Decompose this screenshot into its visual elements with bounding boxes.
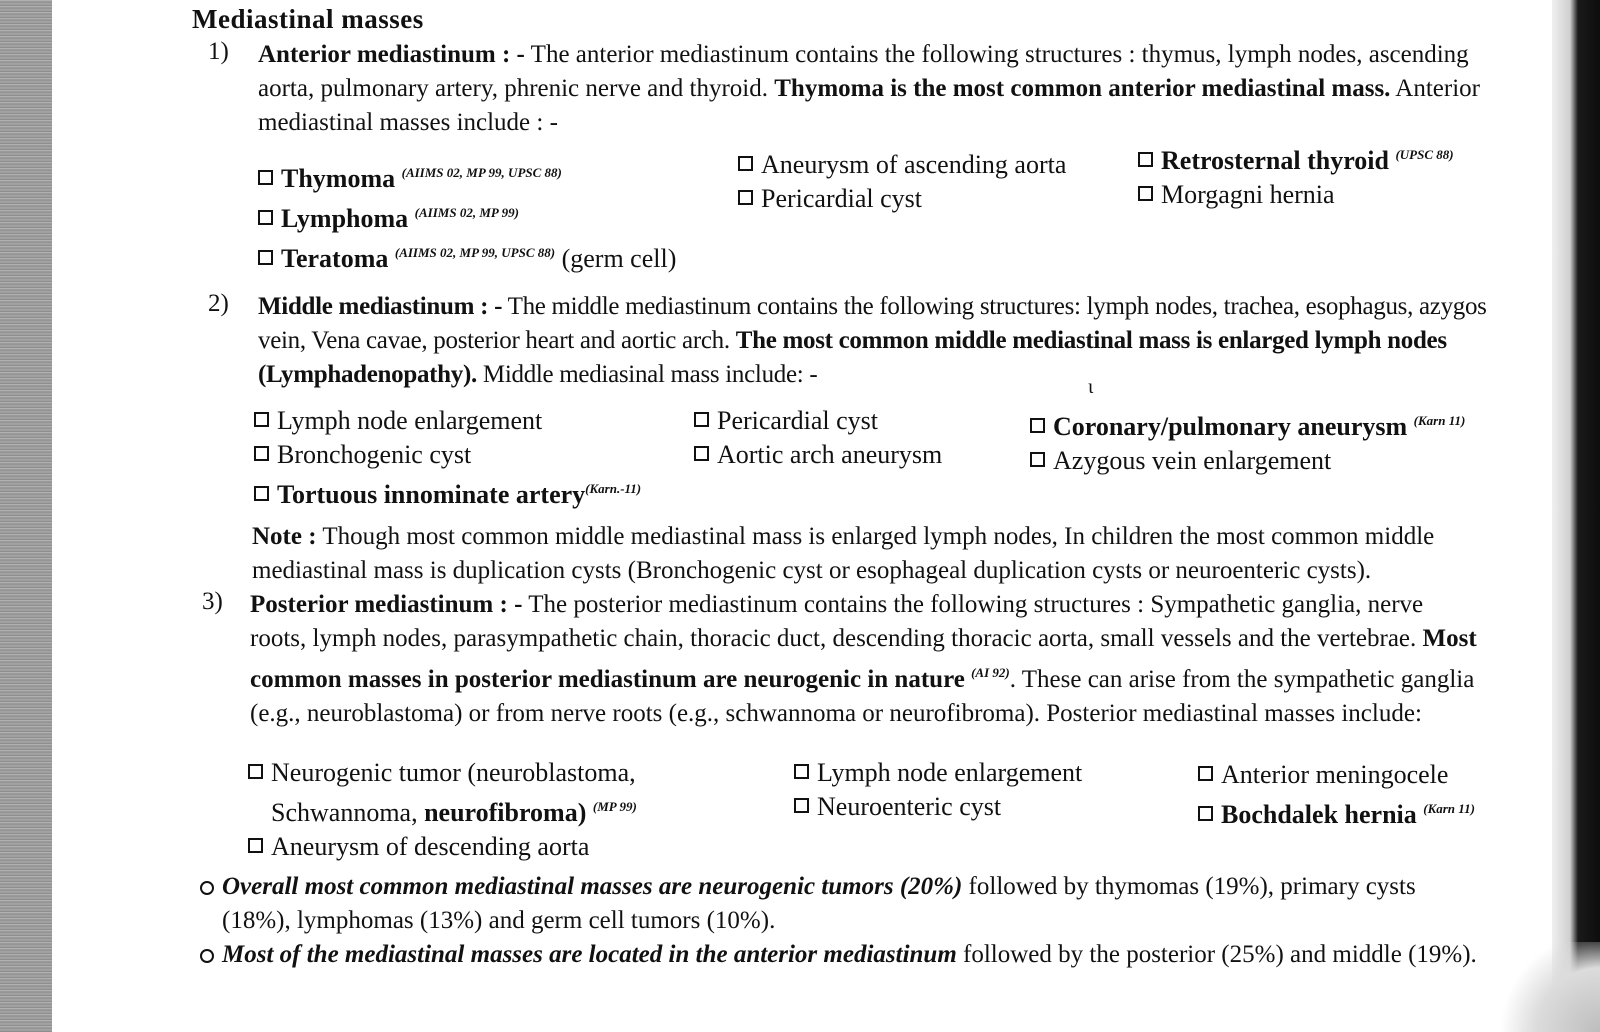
paragraph-text: The posterior mediastinum contains the following structures : Sympathetic ganglia, nerve roots, lymph nodes, parasympathetic chain, thoracic duct, descending thoracic aorta, small vessels and the vertebrae.	[250, 591, 1424, 652]
section-number: 1)	[208, 38, 229, 65]
list-item-continuation: Schwannoma, neurofibroma) $^{(MP 99)}$	[271, 798, 637, 827]
checkbox-icon	[258, 250, 273, 265]
list-column	[794, 756, 1082, 824]
section-number: 2)	[208, 290, 229, 317]
list-item: Coronary/pulmonary aneurysm $^{(Karn 11)}$	[1030, 404, 1465, 444]
checkbox-icon	[248, 764, 263, 779]
list-item: Bronchogenic cyst	[254, 438, 641, 472]
list-column	[1138, 138, 1454, 212]
list-item: Morgagni hernia	[1138, 178, 1454, 212]
middle-mass-list	[254, 404, 1514, 514]
note-text: Though most common middle mediastinal mass is enlarged lymph nodes, In children the most common middle mediastinal mass is duplication cysts (Bronchogenic cyst or esophageal duplication cysts or neuroenteric cysts).	[252, 523, 1435, 584]
paragraph-bold-text: The most common middle mediastinal mass is enlarged lymph nodes (Lymphadenopathy).	[258, 327, 1447, 388]
list-column	[1030, 404, 1465, 478]
list-column	[254, 404, 641, 512]
checkbox-icon	[1138, 186, 1153, 201]
list-item: Lymphoma $^{(AIIMS 02, MP 99)}$	[258, 196, 676, 236]
list-item: Thymoma $^{(AIIMS 02, MP 99, UPSC 88)}$	[258, 156, 676, 196]
paragraph-text: Middle mediasinal mass include: -	[476, 361, 818, 388]
bullet-text: followed by thymomas (19%), primary cysts (18%), lymphomas (13%) and germ cell tumors (10%).	[222, 873, 1416, 934]
paragraph-text: The middle mediastinum contains the following structures: lymph nodes, trachea, esophagus, azygos vein, Vena cavae, posterior heart and aortic arch.	[258, 293, 1487, 354]
list-item: Pericardial cyst	[694, 404, 942, 438]
checkbox-icon	[1198, 806, 1213, 821]
list-item: Aortic arch aneurysm	[694, 438, 942, 472]
checkbox-icon	[794, 764, 809, 779]
anterior-mass-list	[258, 146, 1518, 273]
list-item: Pericardial cyst	[738, 182, 1066, 216]
section-heading: Middle mediastinum : -	[258, 293, 503, 320]
bullet-emphasis: Most of the mediastinal masses are located in the anterior mediastinum	[222, 941, 957, 968]
list-item: Anterior meningocele	[1198, 758, 1475, 792]
page-edge-right	[1552, 0, 1600, 1032]
list-item: Neurogenic tumor (neuroblastoma,	[248, 756, 637, 790]
note-label: Note :	[252, 523, 317, 550]
list-column	[248, 756, 637, 864]
list-item: Aneurysm of descending aorta	[248, 830, 637, 864]
checkbox-icon	[738, 156, 753, 171]
checkbox-icon	[694, 412, 709, 427]
note-paragraph	[252, 520, 1498, 588]
stray-mark: ι	[1088, 376, 1094, 398]
checkbox-icon	[794, 798, 809, 813]
checkbox-icon	[248, 838, 263, 853]
checkbox-icon	[1198, 766, 1213, 781]
reference-tag: (AI 92)	[971, 665, 1010, 680]
checkbox-icon	[258, 170, 273, 185]
bullet-circle-icon	[200, 881, 214, 895]
list-column	[1198, 758, 1475, 832]
paragraph-bold-text: Thymoma is the most common anterior mediastinal mass.	[774, 75, 1391, 102]
paragraph-text: Anterior mediastinal masses include : -	[258, 75, 1481, 136]
list-column	[694, 404, 942, 472]
paragraph-bold-text: Most common masses in posterior mediastinum are neurogenic in nature	[250, 625, 1477, 693]
page-title: Mediastinal masses	[192, 4, 424, 34]
section-paragraph	[250, 588, 1480, 731]
list-item: Retrosternal thyroid $^{(UPSC 88)}$	[1138, 138, 1454, 178]
list-item: Bochdalek hernia $^{(Karn 11)}$	[1198, 792, 1475, 832]
checkbox-icon	[694, 446, 709, 461]
list-item: Neuroenteric cyst	[794, 790, 1082, 824]
posterior-mass-list	[248, 756, 1508, 861]
checkbox-icon	[254, 486, 269, 501]
bullet-text: followed by the posterior (25%) and middle (19%).	[956, 941, 1477, 968]
checkbox-icon	[1030, 418, 1045, 433]
document-page	[188, 0, 1528, 1032]
list-item: Teratoma $^{(AIIMS 02, MP 99, UPSC 88)}$ (germ cell)	[258, 236, 676, 276]
checkbox-icon	[258, 210, 273, 225]
section-heading: Posterior mediastinum : -	[250, 591, 523, 618]
list-item: Aneurysm of ascending aorta	[738, 148, 1066, 182]
list-column	[258, 156, 676, 276]
paragraph-text: . These can arise from the sympathetic ganglia (e.g., neuroblastoma) or from nerve roots (e.g., schwannoma or neurofibroma). Posterior mediastinal masses include:	[250, 666, 1475, 727]
checkbox-icon	[1138, 152, 1153, 167]
section-number: 3)	[202, 588, 223, 615]
page-edge-left	[0, 0, 52, 1032]
paragraph-text: The anterior mediastinum contains the following structures : thymus, lymph nodes, ascending aorta, pulmonary artery, phrenic nerve and thyroid.	[258, 41, 1469, 102]
summary-bullet	[200, 938, 1488, 972]
bullet-emphasis: Overall most common mediastinal masses are neurogenic tumors (20%)	[222, 873, 963, 900]
list-item: Lymph node enlargement	[254, 404, 641, 438]
checkbox-icon	[738, 190, 753, 205]
summary-bullet	[200, 870, 1488, 938]
checkbox-icon	[254, 412, 269, 427]
checkbox-icon	[254, 446, 269, 461]
bullet-circle-icon	[200, 949, 214, 963]
list-column	[738, 148, 1066, 216]
section-heading: Anterior mediastinum : -	[258, 41, 525, 68]
list-item: Tortuous innominate artery$^{(Karn.-11)}$	[254, 472, 641, 512]
section-paragraph	[258, 38, 1518, 140]
checkbox-icon	[1030, 452, 1045, 467]
list-item: Lymph node enlargement	[794, 756, 1082, 790]
section-paragraph	[258, 290, 1518, 392]
list-item: Azygous vein enlargement	[1030, 444, 1465, 478]
